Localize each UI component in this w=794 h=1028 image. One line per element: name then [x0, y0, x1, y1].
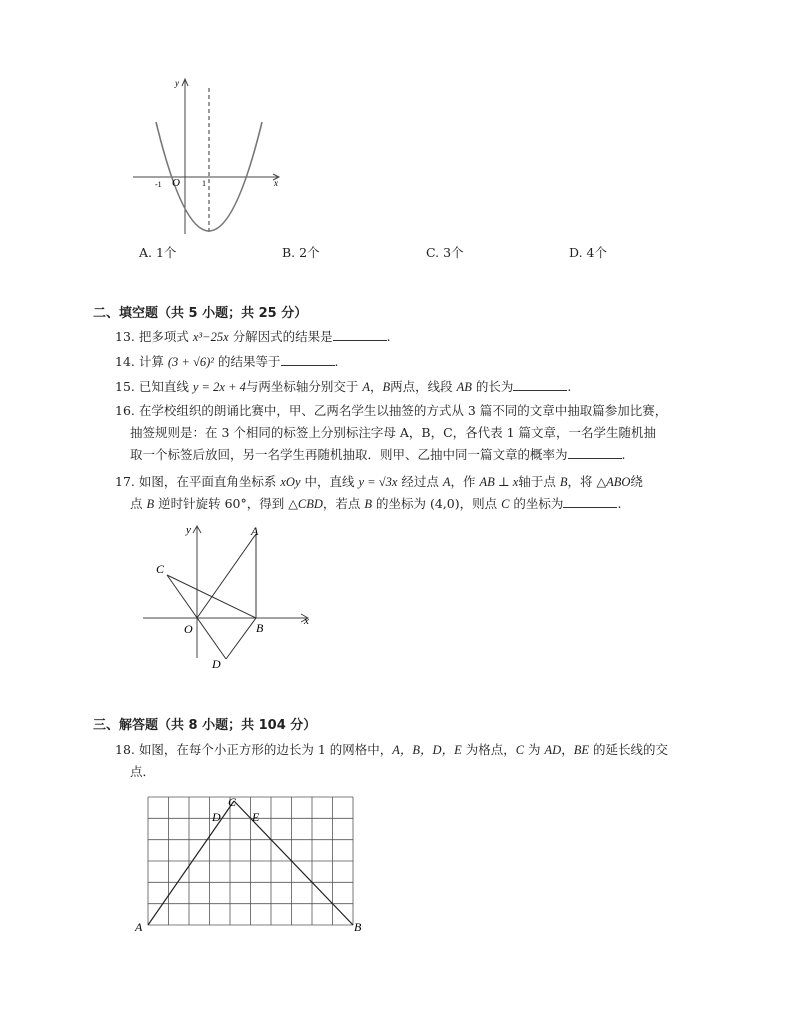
q16-end: .	[621, 447, 626, 462]
grid-figure	[134, 790, 374, 938]
q17-l1d: ，作	[450, 474, 476, 489]
section-3-title: 三、解答题（共 8 小题；共 104 分）	[93, 718, 317, 733]
q17-l1f: ，将	[567, 474, 593, 489]
q17-l1c: 经过点	[401, 474, 439, 489]
q14-end: .	[334, 354, 339, 369]
q17-l1a: 如图，在平面直角坐标系	[138, 474, 277, 489]
q18-line-2: 点．	[130, 764, 156, 779]
q18-l1c: 为	[528, 742, 541, 757]
label-o: O	[184, 622, 193, 636]
label-e: E	[252, 810, 260, 824]
q17-l1g: 绕	[630, 474, 643, 489]
q18-sep: ，	[561, 742, 574, 757]
question-18	[115, 739, 715, 783]
q15-text-c: 两点，线段	[390, 379, 453, 394]
x-label: x	[274, 178, 278, 188]
line-a-c	[148, 801, 234, 925]
q17-perp: AB ⊥ x	[479, 475, 519, 489]
q13-end: .	[386, 329, 391, 344]
q14-text-b: 的结果等于	[217, 354, 281, 369]
q17-point-b-3: B	[364, 497, 373, 511]
q14-expression: (3 + √6)²	[167, 355, 214, 369]
q16-answer-blank	[568, 446, 622, 459]
q15-text-a: 已知直线	[138, 379, 189, 394]
grid	[148, 797, 353, 925]
q14-answer-blank	[281, 353, 335, 366]
q15-point-b: B	[382, 380, 391, 394]
q18-l1b: 为格点，	[465, 742, 516, 757]
q17-l1e: 轴于点	[518, 474, 556, 489]
choice-a: A. 1个	[139, 245, 177, 260]
q18-be: BE	[573, 743, 590, 757]
q17-point-b: B	[559, 475, 568, 489]
tick-neg1: -1	[155, 180, 162, 189]
q17-end: .	[617, 496, 622, 511]
q15-text-b: 与两坐标轴分别交于	[245, 379, 359, 394]
q15-end: .	[567, 379, 572, 394]
label-a: A	[135, 920, 143, 934]
q17-point-a: A	[442, 475, 451, 489]
q18-number: 18.	[115, 742, 135, 757]
question-14	[115, 351, 338, 373]
q15-number: 15.	[115, 379, 135, 394]
q17-answer-blank	[563, 495, 617, 508]
q15-answer-blank	[513, 378, 567, 391]
q17-point-b-2: B	[146, 497, 155, 511]
q17-triangle-2: △CBD	[288, 497, 323, 511]
q15-point-a: A	[362, 380, 370, 394]
label-c: C	[228, 795, 237, 809]
parabola-figure	[128, 74, 288, 240]
q15-sep: ，	[369, 379, 383, 394]
label-d: D	[212, 810, 221, 824]
rotation-figure	[138, 520, 320, 670]
label-b: B	[354, 920, 362, 934]
q17-l2a: 点	[130, 496, 143, 511]
question-15	[115, 376, 571, 398]
tick-1: 1	[202, 179, 206, 188]
section-2-title: 二、填空题（共 5 小题；共 25 分）	[93, 306, 308, 321]
choice-d: D. 4个	[569, 245, 607, 260]
q17-expression: y = √3x	[358, 475, 398, 489]
q17-l2b: 逆时针旋转 60°，得到	[158, 496, 285, 511]
q17-number: 17.	[115, 474, 135, 489]
segment-db	[226, 618, 256, 659]
q18-point-c: C	[515, 743, 525, 757]
question-17	[115, 471, 715, 515]
q18-l1a: 如图，在每个小正方形的边长为 1 的网格中，	[138, 742, 393, 757]
segment-cb	[167, 575, 256, 618]
q15-expression: y = 2x + 4	[192, 380, 246, 394]
segment-oa	[197, 534, 256, 618]
label-d: D	[212, 657, 221, 670]
q16-number: 16.	[115, 403, 135, 418]
q13-number: 13.	[115, 329, 135, 344]
q17-l2d: 的坐标为 (4,0)，则点	[376, 496, 498, 511]
label-x: x	[304, 615, 309, 627]
y-label: y	[175, 78, 179, 88]
label-b: B	[256, 621, 264, 635]
q17-triangle: △ABO	[596, 475, 631, 489]
q15-text-d: 的长为	[475, 379, 514, 394]
q18-ad: AD	[544, 743, 562, 757]
q16-line-2: 抽签规则是：在 3 个相同的标签上分别标注字母 A，B，C，各代表 1 篇文章，一名学生随机抽	[130, 425, 657, 440]
q14-number: 14.	[115, 354, 135, 369]
q17-l2c: ，若点	[322, 496, 361, 511]
question-16	[115, 400, 715, 466]
q17-point-c: C	[501, 497, 510, 511]
q17-l1b: 中，直线	[304, 474, 355, 489]
question-13	[115, 326, 391, 348]
choice-b: B. 2个	[282, 245, 320, 260]
q16-line-1: 在学校组织的朗诵比赛中，甲、乙两名学生以抽签的方式从 3 篇不同的文章中抽取篇参加比赛，	[138, 403, 668, 418]
q14-text-a: 计算	[138, 354, 164, 369]
label-c: C	[156, 562, 165, 576]
origin-label: O	[172, 177, 180, 189]
q13-answer-blank	[333, 328, 387, 341]
q16-line-3: 取一个标签后放回，另一名学生再随机抽取．则甲、乙抽中同一篇文章的概率为	[130, 447, 568, 462]
q13-expression: x³−25x	[192, 330, 229, 344]
q13-text-a: 把多项式	[138, 329, 189, 344]
label-a: A	[251, 524, 259, 538]
q17-l2e: 的坐标为	[513, 496, 564, 511]
q17-xoy: xOy	[280, 475, 301, 489]
q15-segment: AB	[456, 380, 472, 394]
label-y: y	[186, 524, 191, 536]
q18-points: A，B，D，E	[392, 743, 462, 757]
q13-text-b: 分解因式的结果是	[232, 329, 333, 344]
q18-l1d: 的延长线的交	[593, 742, 669, 757]
choice-c: C. 3个	[426, 245, 464, 260]
